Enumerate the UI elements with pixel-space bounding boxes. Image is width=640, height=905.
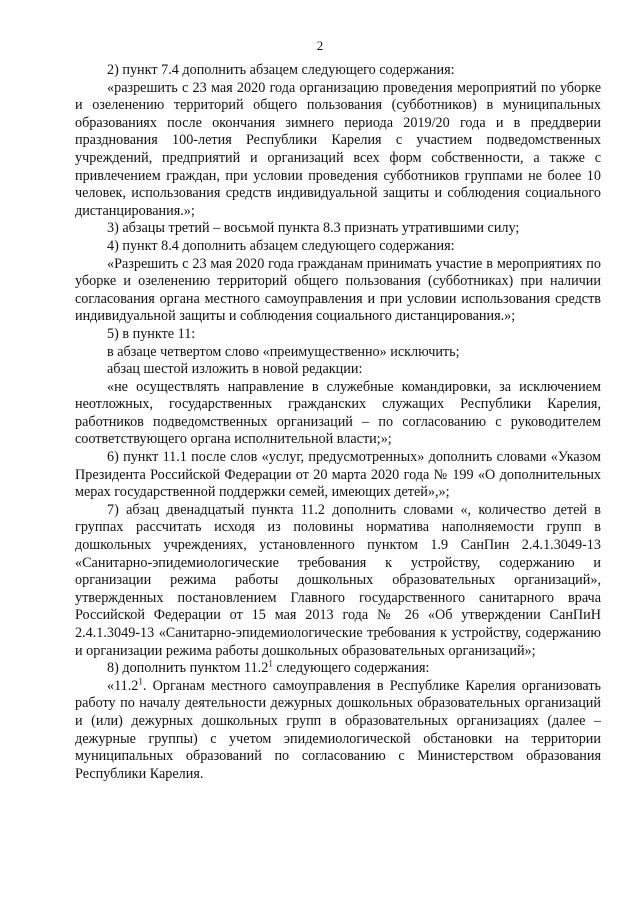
paragraph-item-8-before: 8) дополнить пунктом 11.2 [107, 660, 269, 677]
paragraph-item-2: 2) пункт 7.4 дополнить абзацем следующего содержания: [107, 62, 455, 78]
paragraph-item-8-text [75, 678, 601, 784]
paragraph-item-8-after: следующего содержания: [272, 660, 430, 677]
paragraph-item-5-a: в абзаце четвертом слово «преимущественно» исключить; [107, 343, 460, 360]
paragraph-item-8-text-after: . Органам местного самоуправления в Республике Карелия организовать работу по началу деятельности дежурных дошкольных образовательных организаций и (или) дежурных дошкольных групп в образовательных организациях (далее – дежурные группы) с учетом эпидемиологической обстановки на территории муниципальных образований по согласованию с Министерством образования Республики Карелия. [75, 677, 601, 782]
paragraph-item-8-text-superscript: 1 [138, 676, 143, 687]
paragraph-item-8-text-before: «11.2 [107, 677, 139, 694]
paragraph-item-6: 6) пункт 11.1 после слов «услуг, предусмотренных» дополнить словами «Указом Президента Российской Федерации от 20 марта 2020 года № 199 «О дополнительных мерах государственной поддержки семей, имеющих детей»,»; [75, 449, 601, 501]
paragraph-item-4: 4) пункт 8.4 дополнить абзацем следующего содержания: [107, 237, 455, 254]
paragraph-item-5-text: «не осуществлять направление в служебные командировки, за исключением неотложных, государственных гражданских служащих Республики Карелия, работников подведомственных организаций – по согласованию с руководителем соответствующего органа исполнительной власти;»; [75, 378, 601, 448]
paragraph-item-8 [75, 660, 601, 678]
paragraph-item-4-text: «Разрешить с 23 мая 2020 года гражданам принимать участие в мероприятиях по уборке и озеленению территорий общего пользования (субботниках) при наличии согласования органа местного самоуправления и при условии использования средств индивидуальной защиты и соблюдения социального дистанцирования.»; [75, 255, 601, 325]
paragraph-item-3: 3) абзацы третий – восьмой пункта 8.3 признать утратившими силу; [107, 220, 520, 237]
paragraph-item-5-b: абзац шестой изложить в новой редакции: [107, 361, 363, 378]
document-body [75, 62, 601, 783]
page-number: 2 [316, 38, 324, 53]
paragraph-item-5: 5) в пункте 11: [107, 325, 196, 342]
paragraph-item-8-superscript: 1 [268, 658, 273, 669]
paragraph-item-7: 7) абзац двенадцатый пункта 11.2 дополнить словами «, количество детей в группах рассчитать исходя из половины норматива наполняемости групп в дошкольных учреждениях, установленного пунктом 1.9 СанПин 2.4.1.3049-13 «Санитарно-эпидемиологические требования к устройству, содержанию и организации режима работы дошкольных образовательных организаций», утвержденных постановлением Главного государственного санитарного врача Российской Федерации от 15 мая 2013 года № 26 «Об утверждении СанПиН 2.4.1.3049-13 «Санитарно-эпидемиологические требования к устройству, содержанию и организации режима работы дошкольных образовательных организаций»; [75, 501, 601, 659]
paragraph-item-2-text: «разрешить с 23 мая 2020 года организацию проведения мероприятий по уборке и озеленению территорий общего пользования (субботников) в муниципальных образованиях после окончания зимнего периода 2019/20 года и в преддверии празднования 100-летия Республики Карелия с участием подведомственных учреждений, предприятий и организаций всех форм собственности, а также с привлечением граждан, при условии проведения субботников группами не более 10 человек, использования средств индивидуальной защиты и соблюдения социального дистанцирования.»; [75, 79, 601, 219]
